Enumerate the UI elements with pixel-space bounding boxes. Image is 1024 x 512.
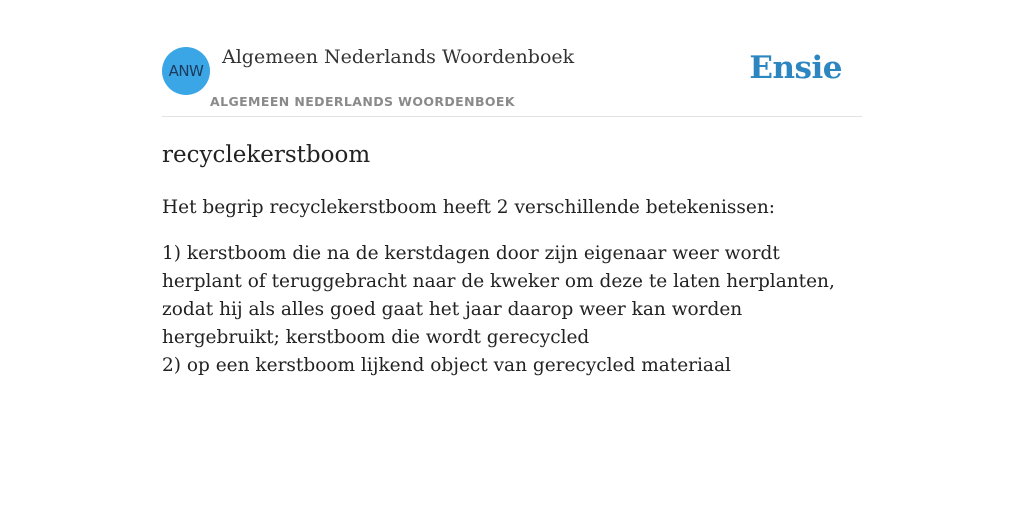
brand-logo[interactable]: Ensie <box>749 50 842 86</box>
avatar-text: ANW <box>168 62 204 80</box>
source-title[interactable]: Algemeen Nederlands Woordenboek <box>222 46 575 68</box>
source-avatar[interactable] <box>162 47 210 95</box>
entry-content <box>162 140 862 380</box>
source-subtitle: ALGEMEEN NEDERLANDS WOORDENBOEK <box>210 94 515 109</box>
entry-word: recyclekerstboom <box>162 142 371 168</box>
meaning-1: 1) kerstboom die na de kerstdagen door zijn eigenaar weer wordt herplant of teruggebracht naar de kweker om deze te laten herplanten, zodat hij als alles goed gaat het jaar daarop weer kan worden hergebruikt; kerstboom die wordt gerecycled <box>162 243 835 348</box>
source-header <box>162 46 862 117</box>
entry-intro: Het begrip recyclekerstboom heeft 2 verschillende betekenissen: <box>162 197 775 218</box>
meaning-2: 2) op een kerstboom lijkend object van gerecycled materiaal <box>162 355 731 376</box>
